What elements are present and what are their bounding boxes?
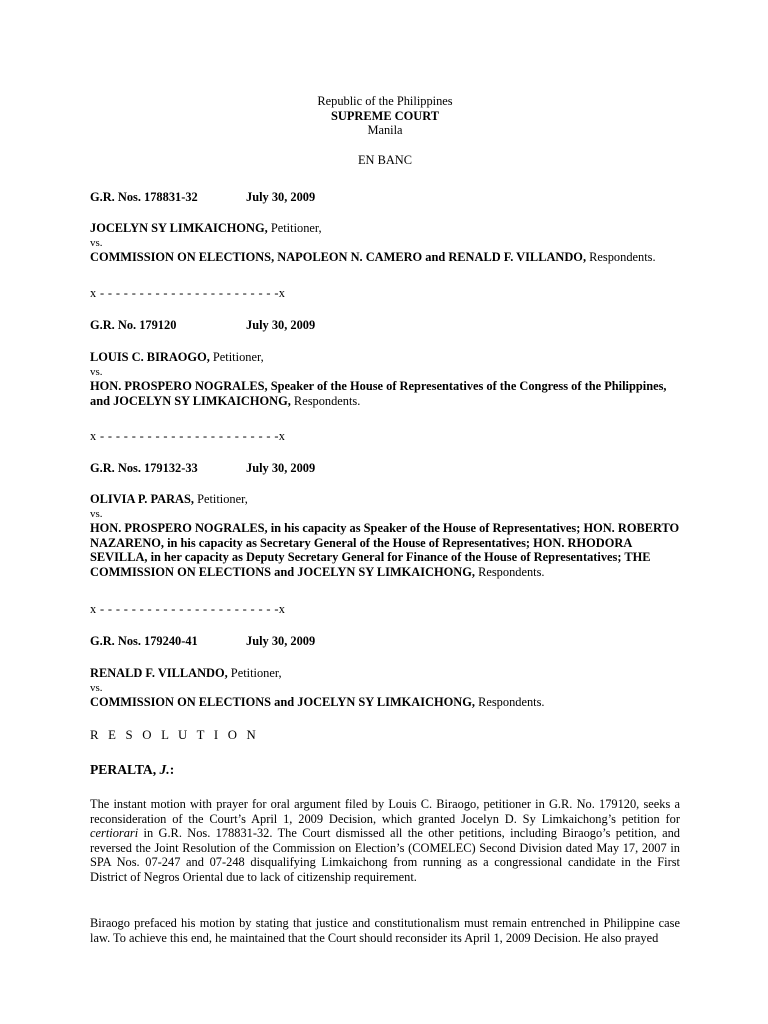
petitioner-line <box>90 492 680 507</box>
gr-number: G.R. Nos. 178831-32 <box>90 190 198 204</box>
ponente-suffix: : <box>169 762 175 777</box>
case-date: July 30, 2009 <box>246 634 316 648</box>
petitioner-name: OLIVIA P. PARAS, <box>90 492 194 506</box>
petitioner-role: Petitioner, <box>193 492 248 506</box>
court-header <box>90 94 680 138</box>
petitioner-line <box>90 350 680 365</box>
body-paragraph <box>90 916 680 945</box>
case-date: July 30, 2009 <box>246 461 316 475</box>
body-paragraph <box>90 797 680 885</box>
court-city: Manila <box>367 123 403 138</box>
case-parties <box>90 221 680 265</box>
petitioner-role: Petitioner, <box>227 666 282 680</box>
petitioner-role: Petitioner, <box>209 350 264 364</box>
respondent-names: COMMISSION ON ELECTIONS, NAPOLEON N. CAMERO and RENALD F. VILLANDO, <box>90 250 587 265</box>
case-parties <box>90 666 680 710</box>
case-parties <box>90 492 680 580</box>
case-separator: x - - - - - - - - - - - - - - - - - - - - - - -x <box>90 429 286 443</box>
republic-line: Republic of the Philippines <box>317 94 453 108</box>
paragraph-text <box>90 916 680 945</box>
respondent-role: Respondents. <box>290 393 361 408</box>
case-number-line <box>90 318 680 333</box>
petitioner-name: RENALD F. VILLANDO, <box>90 666 228 680</box>
respondent-line <box>90 695 680 710</box>
resolution-heading: R E S O L U T I O N <box>90 728 259 742</box>
case-separator: x - - - - - - - - - - - - - - - - - - - - - - -x <box>90 286 286 300</box>
division-label: EN BANC <box>357 153 413 167</box>
respondent-names: COMMISSION ON ELECTIONS and JOCELYN SY LIMKAICHONG, <box>90 695 475 710</box>
respondent-role: Respondents. <box>586 250 656 265</box>
case-parties <box>90 350 680 408</box>
paragraph-text-start: Biraogo prefaced his motion by stating that justice and constitutionalism must remain entrenched in Philippine case law. To achieve this end, he maintained that the Court should reconsider its April 1, 2009 Decision. He also prayed <box>90 916 680 945</box>
paragraph-text-start: The instant motion with prayer for oral argument filed by Louis C. Biraogo, petitioner in G.R. No. 179120, seeks a reconsideration of the Court’s April 1, 2009 Decision, which granted Jocelyn D. Sy Limkaichong’s petition for <box>90 797 680 826</box>
respondent-line <box>90 379 680 408</box>
versus-label: vs. <box>90 236 103 249</box>
ponente-title: J. <box>156 762 170 777</box>
respondent-line <box>90 250 680 265</box>
ponente-name: PERALTA, <box>90 762 157 777</box>
ponente-line <box>90 763 680 778</box>
case-number-line <box>90 461 680 476</box>
versus-label: vs. <box>90 507 103 520</box>
paragraph-text <box>90 797 680 885</box>
petitioner-name: JOCELYN SY LIMKAICHONG, <box>90 221 268 235</box>
petitioner-name: LOUIS C. BIRAOGO, <box>90 350 210 364</box>
petitioner-line <box>90 221 680 236</box>
gr-number: G.R. Nos. 179132-33 <box>90 461 198 475</box>
respondent-line <box>90 521 680 579</box>
versus-label: vs. <box>90 681 103 694</box>
gr-number: G.R. No. 179120 <box>90 318 177 332</box>
document-page <box>90 0 680 1024</box>
gr-number: G.R. Nos. 179240-41 <box>90 634 198 648</box>
case-date: July 30, 2009 <box>246 190 316 204</box>
paragraph-text-end: in G.R. Nos. 178831-32. The Court dismissed all the other petitions, including Biraogo’s petition, and reversed the Joint Resolution of the Commission on Election’s (COMELEC) Second Division dated May 17, 2007 in SPA Nos. 07-247 and 07-248 disqualifying Limkaichong from running as a congressional candidate in the First District of Negros Oriental due to lack of citizenship requirement. <box>90 826 680 884</box>
respondent-names: HON. PROSPERO NOGRALES, Speaker of the House of Representatives of the Congress of the Philippines, and JOCELYN SY LIMKAICHONG, <box>90 379 667 408</box>
petitioner-role: Petitioner, <box>267 221 322 235</box>
court-name: SUPREME COURT <box>331 108 439 123</box>
case-number-line <box>90 190 680 205</box>
respondent-role: Respondents. <box>475 564 545 579</box>
case-number-line <box>90 634 680 649</box>
paragraph-italic-term: certiorari <box>90 826 139 841</box>
petitioner-line <box>90 666 680 681</box>
case-date: July 30, 2009 <box>246 318 316 332</box>
case-separator: x - - - - - - - - - - - - - - - - - - - - - - -x <box>90 602 286 616</box>
versus-label: vs. <box>90 365 103 378</box>
respondent-names: HON. PROSPERO NOGRALES, in his capacity as Speaker of the House of Representatives; HON. ROBERTO NAZARENO, in his capacity as Secretary General of the House of Representatives; HON. RHODORA SEVILLA, in her capacity as Deputy Secretary General for Finance of the House of Representatives; THE COMMISSION ON ELECTIONS and JOCELYN SY LIMKAICHONG, <box>90 521 680 579</box>
respondent-role: Respondents. <box>475 695 545 710</box>
